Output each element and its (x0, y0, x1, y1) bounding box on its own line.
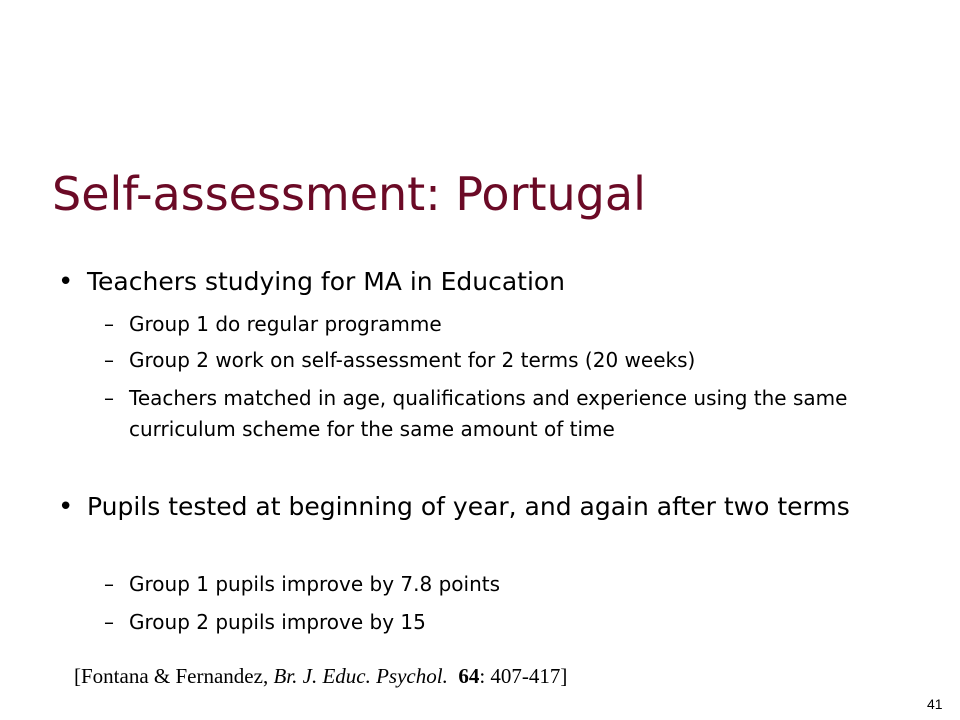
dash-marker: – (104, 312, 114, 336)
citation-close: ] (560, 664, 568, 688)
bullet-item-teachers: Teachers studying for MA in Education (87, 267, 566, 296)
dash-marker: – (104, 386, 114, 410)
sub-item-group2-self-assessment: Group 2 work on self-assessment for 2 terms (20 weeks) (129, 348, 696, 372)
citation-pages: 407-417 (490, 664, 561, 688)
sub-item-group2-improve: Group 2 pupils improve by 15 (129, 610, 426, 634)
dash-marker: – (104, 348, 114, 372)
citation-journal: Br. J. Educ. Psychol. (273, 664, 448, 688)
citation (74, 662, 567, 690)
citation-sep: : (479, 664, 491, 688)
slide-title: Self-assessment: Portugal (52, 167, 646, 221)
bullet-marker: • (58, 492, 74, 522)
page-number: 41 (927, 696, 943, 712)
citation-volume: 64 (458, 664, 480, 688)
sub-item-group1-programme: Group 1 do regular programme (129, 312, 442, 336)
bullet-marker: • (58, 267, 74, 297)
dash-marker: – (104, 610, 114, 634)
sub-item-group1-improve: Group 1 pupils improve by 7.8 points (129, 572, 501, 596)
citation-authors: Fontana & Fernandez, (81, 664, 274, 688)
bullet-item-pupils-tested: Pupils tested at beginning of year, and again after two terms (87, 492, 850, 521)
citation-open: [ (74, 664, 81, 688)
dash-marker: – (104, 572, 114, 596)
sub-item-teachers-matched: Teachers matched in age, qualifications and experience using the same curriculum scheme for the same amount of time (129, 386, 848, 441)
citation-sep (448, 664, 459, 688)
